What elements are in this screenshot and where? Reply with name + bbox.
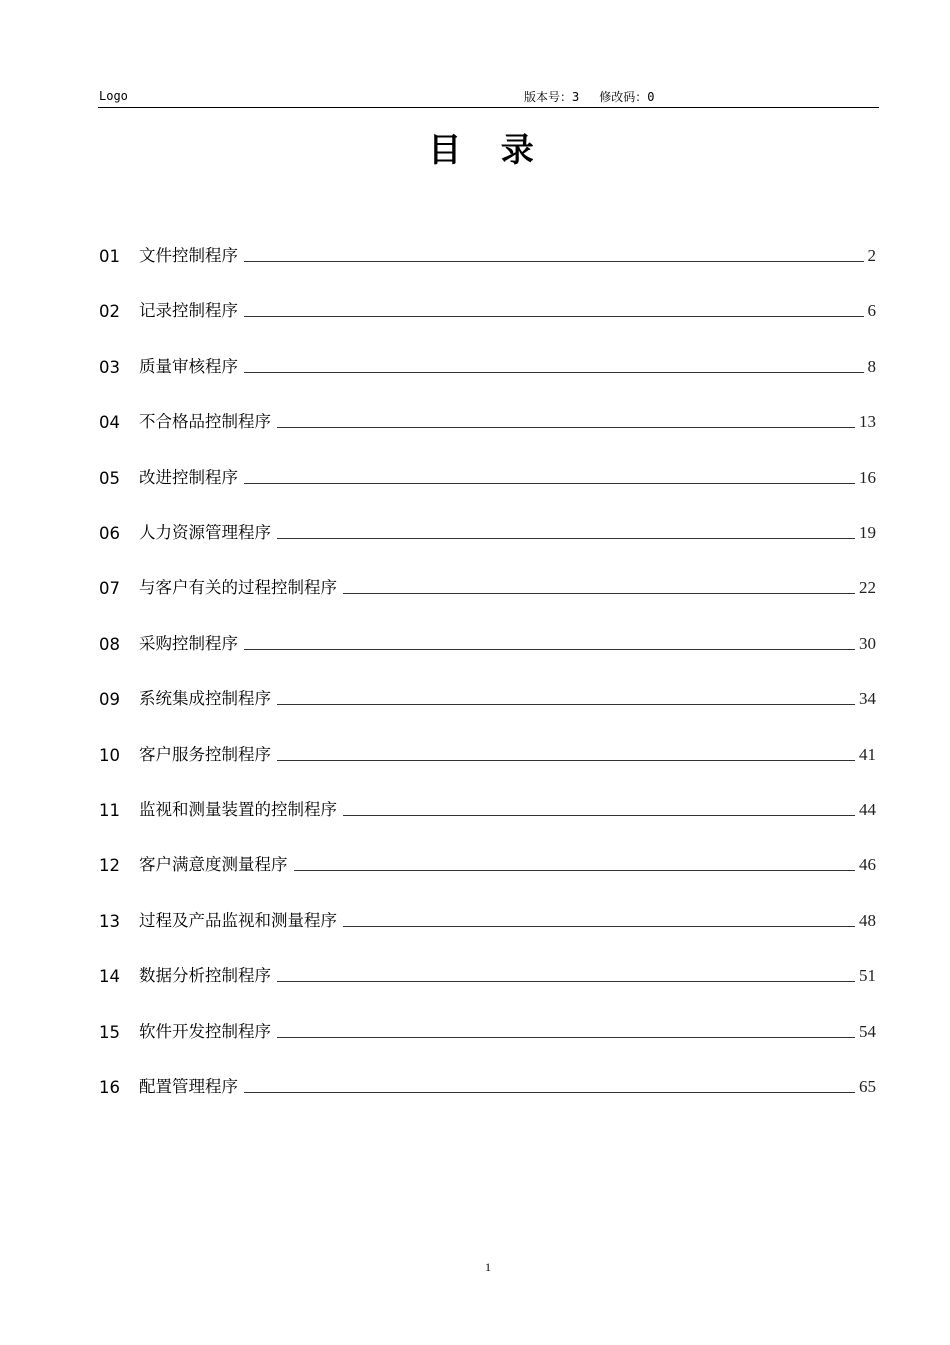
toc-leader-line: [244, 260, 864, 262]
toc-leader-line: [343, 592, 855, 594]
toc-leader-line: [343, 925, 855, 927]
toc-entry-page-number: 2: [867, 246, 876, 265]
toc-entry-number: 01: [99, 247, 120, 266]
toc-entry-title: 质量审核程序: [139, 356, 238, 376]
toc-entry-number: 09: [99, 690, 120, 710]
toc-entry-title: 系统集成控制程序: [139, 689, 271, 709]
toc-entry-title: 人力资源管理程序: [139, 523, 271, 542]
toc-entry[interactable]: [99, 337, 876, 377]
toc-entry-page-number: 34: [859, 689, 876, 709]
toc-entry-page-number: 13: [859, 412, 876, 432]
toc-entry-number: 15: [99, 1022, 120, 1042]
toc-entry[interactable]: [99, 725, 876, 765]
toc-leader-line: [244, 482, 855, 484]
toc-entry-number: 11: [99, 801, 120, 820]
toc-entry[interactable]: [99, 392, 876, 432]
toc-leader-line: [277, 980, 855, 982]
toc-entry[interactable]: [99, 281, 876, 321]
toc-entry[interactable]: [99, 558, 876, 598]
toc-leader-line: [277, 703, 855, 705]
toc-entry-number: 04: [99, 413, 120, 433]
toc-entry-page-number: 8: [867, 356, 876, 376]
header-version-info: [524, 88, 654, 105]
toc-entry[interactable]: [99, 891, 876, 931]
toc-entry-number: 08: [99, 634, 120, 654]
toc-entry-number: 14: [99, 967, 120, 987]
toc-entry-number: 07: [99, 579, 120, 599]
toc-entry[interactable]: [99, 780, 876, 820]
toc-entry-title: 软件开发控制程序: [139, 1021, 271, 1041]
toc-entry[interactable]: [99, 226, 876, 266]
toc-entry[interactable]: [99, 448, 876, 488]
toc-entry-title: 配置管理程序: [139, 1077, 238, 1096]
toc-entry[interactable]: [99, 1057, 876, 1097]
toc-entry-page-number: 6: [867, 301, 876, 321]
toc-entry-page-number: 41: [859, 744, 876, 764]
toc-entry[interactable]: [99, 1002, 876, 1042]
toc-entry-title: 客户满意度测量程序: [139, 855, 288, 875]
toc-entry-title: 改进控制程序: [139, 467, 238, 487]
toc-entry[interactable]: [99, 669, 876, 709]
toc-entry-number: 06: [99, 524, 120, 543]
revision-label: 修改码：0: [599, 90, 655, 104]
toc-entry[interactable]: [99, 835, 876, 875]
toc-entry-page-number: 46: [859, 855, 876, 875]
toc-leader-line: [244, 648, 855, 650]
toc-entry-number: 13: [99, 911, 120, 931]
page-title: 目 录: [428, 130, 548, 169]
header-logo: Logo: [99, 89, 128, 103]
toc-entry-title: 监视和测量装置的控制程序: [139, 800, 337, 819]
toc-leader-line: [277, 1036, 855, 1038]
page-header: [98, 86, 879, 108]
toc-entry-page-number: 51: [859, 966, 876, 986]
toc-entry-title: 客户服务控制程序: [139, 744, 271, 764]
toc-entry-title: 记录控制程序: [139, 301, 238, 321]
toc-entry[interactable]: [99, 946, 876, 986]
toc-entry-number: 12: [99, 856, 120, 876]
toc-entry-page-number: 48: [859, 910, 876, 930]
toc-entry-number: 10: [99, 745, 120, 765]
toc-entry[interactable]: [99, 614, 876, 654]
toc-entry-number: 03: [99, 357, 120, 377]
toc-entry-page-number: 22: [859, 578, 876, 598]
toc-entry-title: 采购控制程序: [139, 633, 238, 653]
toc-leader-line: [277, 426, 855, 428]
toc-leader-line: [294, 869, 856, 871]
toc-entry-title: 过程及产品监视和测量程序: [139, 910, 337, 930]
toc-entry-page-number: 30: [859, 633, 876, 653]
toc-entry-title: 与客户有关的过程控制程序: [139, 578, 337, 598]
toc-leader-line: [343, 814, 855, 816]
toc-leader-line: [244, 315, 864, 317]
toc-entry-number: 16: [99, 1078, 120, 1097]
toc-leader-line: [244, 1091, 855, 1093]
toc-entry-number: 02: [99, 302, 120, 322]
toc-entry[interactable]: [99, 503, 876, 543]
toc-entry-page-number: 44: [859, 800, 876, 819]
toc-leader-line: [277, 537, 855, 539]
toc-entry-page-number: 16: [859, 467, 876, 487]
toc-entry-page-number: 19: [859, 523, 876, 542]
toc-leader-line: [244, 371, 864, 373]
toc-entry-page-number: 65: [859, 1077, 876, 1096]
toc-entry-title: 数据分析控制程序: [139, 966, 271, 986]
toc-leader-line: [277, 759, 855, 761]
toc-entry-number: 05: [99, 468, 120, 488]
version-label: 版本号：3: [524, 90, 580, 104]
toc-entry-page-number: 54: [859, 1021, 876, 1041]
toc-entry-title: 文件控制程序: [139, 246, 238, 265]
toc-entry-title: 不合格品控制程序: [139, 412, 271, 432]
footer-page-number: 1: [485, 1260, 491, 1274]
